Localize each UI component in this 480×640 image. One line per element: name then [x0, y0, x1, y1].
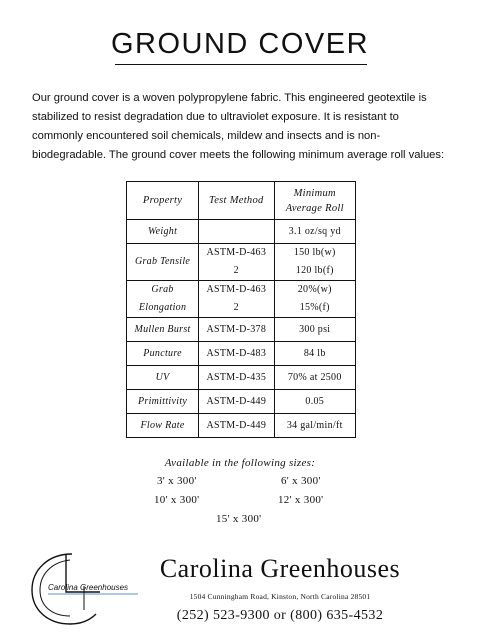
cell-minimum-value	[274, 318, 356, 342]
company-name: Carolina Greenhouses	[159, 554, 401, 583]
cell-property-line: Mullen Burst	[134, 324, 191, 335]
cell-minimum-value	[274, 414, 356, 438]
title-underline	[115, 64, 367, 65]
cell-test-method	[199, 281, 274, 318]
cell-property-line: Elongation	[138, 302, 187, 313]
header-minimum-average-roll	[274, 182, 356, 220]
cell-minimum-value-line: 0.05	[305, 396, 325, 407]
cell-test-method	[199, 244, 274, 281]
cell-minimum-value	[274, 244, 356, 281]
cell-test-method-line: ASTM-D-463	[206, 284, 267, 295]
properties-table	[126, 181, 356, 438]
table-row	[127, 414, 356, 438]
cell-property	[127, 281, 199, 318]
company-phones: (252) 523-9300 or (800) 635-4532	[176, 608, 384, 623]
cell-test-method	[199, 318, 274, 342]
cell-test-method	[199, 342, 274, 366]
cell-minimum-value-line: 120 lb(f)	[295, 265, 334, 276]
table-row	[127, 342, 356, 366]
cell-property	[127, 390, 199, 414]
company-logo	[26, 550, 144, 626]
logo-text: Carolina Greenhouses	[48, 583, 129, 592]
cell-property-line: Grab	[151, 284, 174, 295]
cell-test-method-line: ASTM-D-449	[206, 420, 267, 431]
cell-minimum-value-line: 150 lb(w)	[293, 247, 336, 258]
cell-test-method-line: 2	[233, 302, 239, 313]
cell-test-method-line: ASTM-D-378	[206, 324, 267, 335]
header-test-method: Test Method	[199, 182, 274, 220]
cell-property	[127, 220, 199, 244]
cell-property-line: Weight	[147, 226, 178, 237]
intro-paragraph: Our ground cover is a woven polypropylene fabric. This engineered geotextile is stabilized to resist degradation due to ultraviolet exposure. It is resistant to commonly encountered soil chemicals, mildew and insects and is non-biodegradable. The ground cover meets the following minimum average roll values:	[32, 92, 445, 162]
cell-minimum-value-line: 15%(f)	[299, 302, 330, 313]
table-row	[127, 366, 356, 390]
table-row	[127, 244, 356, 281]
cell-property	[127, 366, 199, 390]
cell-minimum-value	[274, 342, 356, 366]
cell-property-line: Grab Tensile	[134, 256, 191, 267]
header-minimum-line1: Minimum	[293, 187, 336, 199]
cell-minimum-value-line: 84 lb	[303, 348, 326, 359]
table-row	[127, 220, 356, 244]
size-item: 3' x 300'	[157, 475, 197, 487]
cell-test-method	[199, 220, 274, 244]
cell-property-line: UV	[155, 372, 170, 383]
cell-property-line: Flow Rate	[140, 420, 185, 431]
cell-property	[127, 244, 199, 281]
cell-test-method	[199, 390, 274, 414]
size-item: 12' x 300'	[278, 494, 324, 506]
cell-test-method-line: ASTM-D-435	[206, 372, 267, 383]
table-row	[127, 318, 356, 342]
cell-property-line: Primittivity	[137, 396, 188, 407]
cell-property	[127, 318, 199, 342]
size-item: 15' x 300'	[216, 513, 262, 525]
cell-test-method	[199, 414, 274, 438]
cell-property-line: Puncture	[143, 348, 182, 359]
cell-test-method-line: ASTM-D-483	[206, 348, 267, 359]
cell-test-method-line: 2	[233, 265, 239, 276]
cell-minimum-value	[274, 281, 356, 318]
carolina-greenhouses-logo-icon	[26, 550, 144, 626]
cell-minimum-value	[274, 390, 356, 414]
company-address: 1504 Cunningham Road, Kinston, North Carolina 28501	[189, 592, 371, 601]
cell-minimum-value	[274, 366, 356, 390]
cell-test-method	[199, 366, 274, 390]
cell-test-method-line: ASTM-D-449	[206, 396, 267, 407]
cell-property	[127, 414, 199, 438]
header-minimum-line2: Average Roll	[285, 202, 344, 214]
cell-minimum-value-line: 34 gal/min/ft	[286, 420, 343, 431]
size-item: 6' x 300'	[281, 475, 321, 487]
header-property: Property	[127, 182, 199, 220]
sizes-heading: Available in the following sizes:	[164, 457, 316, 469]
cell-minimum-value-line: 300 psi	[299, 324, 331, 335]
table-row	[127, 390, 356, 414]
table-body	[127, 220, 356, 438]
cell-property	[127, 342, 199, 366]
cell-minimum-value-line: 20%(w)	[297, 284, 332, 295]
table-header-row	[127, 182, 356, 220]
cell-minimum-value-line: 3.1 oz/sq yd	[288, 226, 341, 237]
cell-test-method-line: ASTM-D-463	[206, 247, 267, 258]
size-item: 10' x 300'	[154, 494, 200, 506]
table-row	[127, 281, 356, 318]
cell-minimum-value-line: 70% at 2500	[287, 372, 342, 383]
page-title: GROUND COVER	[110, 28, 370, 60]
cell-minimum-value	[274, 220, 356, 244]
